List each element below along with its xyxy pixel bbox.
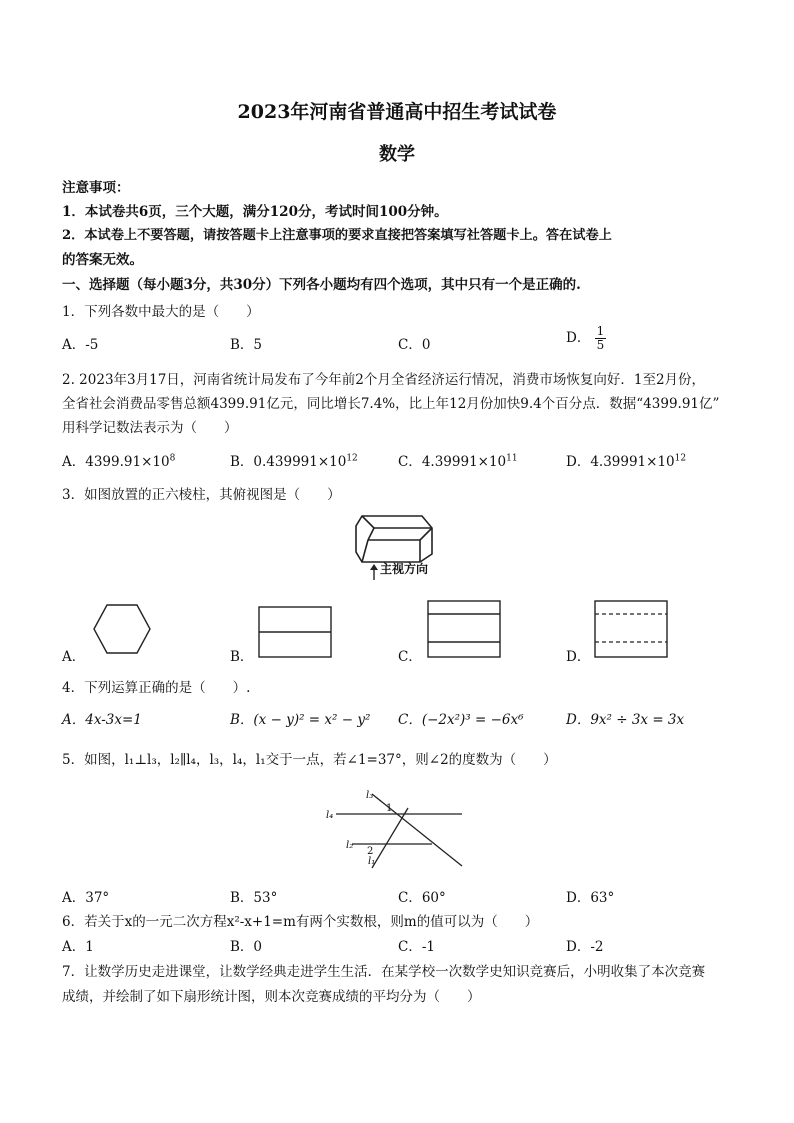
q2-option-c-text: C．4.39991×10 bbox=[398, 454, 507, 470]
q1-option-b: B．5 bbox=[230, 337, 263, 353]
q1-fraction-denominator: 5 bbox=[596, 338, 605, 352]
q1-option-a: A．-5 bbox=[62, 337, 99, 353]
q2-option-b-text: B．0.439991×10 bbox=[230, 454, 347, 470]
q1-stem: 1．下列各数中最大的是（ ） bbox=[62, 304, 260, 320]
q4-option-c: C．(−2x²)³ = −6x⁶ bbox=[398, 712, 524, 728]
q1-option-d-label: D． bbox=[566, 330, 591, 346]
q2-option-d-text: D．4.39991×10 bbox=[566, 454, 675, 470]
q2-option-d bbox=[566, 450, 686, 470]
q2-line-2: 全省社会消费品零售总额4399.91亿元，同比增长7.4%，比上年12月份加快9.4个百分点．数据“4399.91亿” bbox=[62, 396, 720, 412]
q5-angle-1-label: 1 bbox=[386, 803, 393, 814]
q4-option-d: D．9x² ÷ 3x = 3x bbox=[566, 712, 685, 728]
q3-view-direction-label: 主视方向 bbox=[380, 562, 429, 576]
q5-angle-2-label: 2 bbox=[367, 846, 374, 857]
q3-option-b-label: B． bbox=[230, 649, 254, 665]
q6-stem: 6．若关于x的一元二次方程x²-x+1=m有两个实数根，则m的值可以为（ ） bbox=[62, 914, 539, 930]
q6-option-b: B．0 bbox=[230, 939, 263, 955]
q1-fraction-numerator: 1 bbox=[596, 324, 605, 338]
q3-option-b-rectangle bbox=[258, 606, 332, 658]
q2-option-a bbox=[62, 450, 175, 470]
q5-lines-figure bbox=[322, 780, 470, 872]
q2-option-b bbox=[230, 450, 358, 470]
q1-fraction bbox=[595, 325, 607, 352]
q2-option-d-exponent: 12 bbox=[674, 453, 687, 464]
q5-label-l4: l₄ bbox=[326, 810, 334, 821]
q3-option-c-label: C． bbox=[398, 649, 422, 665]
q6-option-d: D．-2 bbox=[566, 939, 604, 955]
q5-stem: 5．如图，l₁⊥l₃，l₂∥l₄，l₃，l₄，l₁交于一点，若∠1=37°，则∠2的度数为（ ） bbox=[62, 752, 557, 768]
q5-option-d: D．63° bbox=[566, 890, 615, 906]
q4-option-a: A．4x-3x=1 bbox=[62, 712, 142, 728]
q4-stem: 4．下列运算正确的是（ ）. bbox=[62, 680, 251, 696]
section-1-heading: 一、选择题（每小题3分，共30分）下列各小题均有四个选项，其中只有一个是正确的. bbox=[62, 277, 581, 293]
notes-item-1: 1．本试卷共6页，三个大题，满分120分，考试时间100分钟。 bbox=[62, 204, 448, 220]
q5-option-b: B．53° bbox=[230, 890, 278, 906]
exam-title: 2023年河南省普通高中招生考试试卷 bbox=[237, 101, 557, 123]
q5-label-l1: l₁ bbox=[368, 856, 376, 867]
q3-option-d-label: D． bbox=[566, 649, 591, 665]
q1-option-d bbox=[566, 325, 606, 352]
q3-option-c-rectangle bbox=[427, 600, 501, 658]
q2-option-a-exponent: 8 bbox=[169, 453, 176, 464]
q4-option-b: B．(x − y)² = x² − y² bbox=[230, 712, 371, 728]
q2-option-a-text: A．4399.91×10 bbox=[62, 454, 170, 470]
notes-item-2-line-1: 2．本试卷上不要答题，请按答题卡上注意事项的要求直接把答案填写社答题卡上。答在试卷上 bbox=[62, 228, 612, 243]
notes-heading: 注意事项： bbox=[62, 180, 130, 196]
q2-line-3: 用科学记数法表示为（ ） bbox=[62, 420, 238, 436]
q5-label-l3: l₃ bbox=[366, 790, 374, 801]
q2-option-c-exponent: 11 bbox=[506, 453, 518, 464]
subject-title: 数学 bbox=[379, 144, 415, 165]
q1-option-c: C．0 bbox=[398, 337, 431, 353]
q5-option-a: A．37° bbox=[62, 890, 110, 906]
q6-option-c: C．-1 bbox=[398, 939, 435, 955]
q6-option-a: A．1 bbox=[62, 939, 94, 955]
q2-line-1: 2. 2023年3月17日，河南省统计局发布了今年前2个月全省经济运行情况，消费市场恢复向好．1至2月份， bbox=[62, 372, 706, 388]
q3-option-a-label: A． bbox=[62, 649, 86, 665]
notes-item-2-line-2: 的答案无效。 bbox=[62, 252, 143, 268]
q2-option-c bbox=[398, 450, 518, 470]
q7-line-2: 成绩，并绘制了如下扇形统计图，则本次竞赛成绩的平均分为（ ） bbox=[62, 989, 481, 1005]
q3-stem: 3．如图放置的正六棱柱，其俯视图是（ ） bbox=[62, 487, 341, 503]
q7-line-1: 7．让数学历史走进课堂，让数学经典走进学生生活．在某学校一次数学史知识竞赛后，小明收集了本次竞赛 bbox=[62, 964, 706, 980]
q2-option-b-exponent: 12 bbox=[346, 453, 358, 464]
q3-option-d-rectangle bbox=[594, 600, 668, 658]
q5-option-c: C．60° bbox=[398, 890, 446, 906]
q3-option-a-hexagon bbox=[92, 603, 152, 655]
q5-label-l2: l₂ bbox=[346, 840, 354, 851]
